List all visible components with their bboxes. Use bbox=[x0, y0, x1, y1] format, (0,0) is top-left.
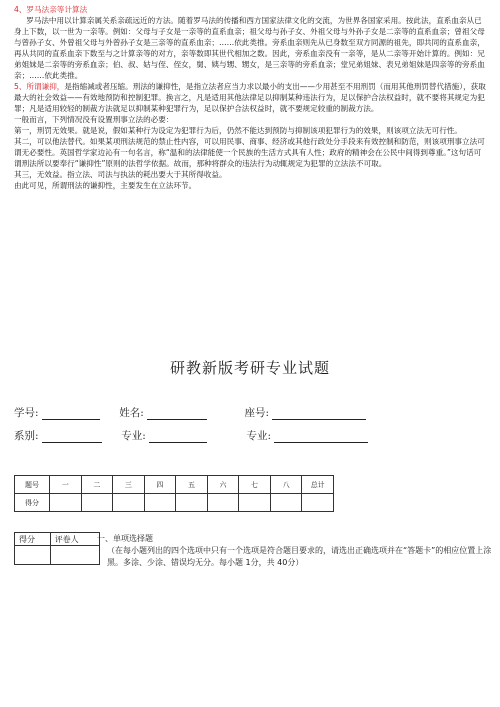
score-header-cell: 三 bbox=[113, 476, 145, 494]
paragraph-modesty-intro bbox=[14, 81, 488, 114]
paragraph-modesty-second: 其二，可以他法替代。如果某项刑法规范的禁止性内容，可以用民事、商事、经济或其他行政处分手段来有效控制和防范，则该项刑事立法可谓无必要性。英国哲学家边沁有一句名言，称“温和的法律能使一个民族的生活方式具有人性；政府的精神会在公民中间得到尊重。”这句话可谓刑法所以要奉行“谦抑性”原则的法哲学依据。故而，那种将群众的违法行为动辄规定为犯罪的立法法不可取。 bbox=[14, 137, 485, 168]
score-header-cell: 一 bbox=[50, 476, 82, 494]
section-title: 一、单项选择题 bbox=[97, 534, 153, 543]
score-header-cell: 八 bbox=[270, 476, 302, 494]
grader-score-label: 得分 bbox=[15, 533, 51, 546]
student-id-field[interactable] bbox=[42, 407, 100, 420]
score-table-score-row bbox=[15, 494, 334, 512]
score-table-header-row bbox=[15, 476, 334, 494]
grader-score-cell bbox=[15, 546, 51, 565]
student-info-row-2 bbox=[14, 428, 368, 443]
score-cell bbox=[302, 494, 334, 512]
exam-title: 研教新版考研专业试题 bbox=[169, 359, 330, 377]
score-header-cell: 二 bbox=[81, 476, 113, 494]
name-field[interactable] bbox=[147, 407, 207, 420]
text-modesty-definition: 是指缩减或者压缩。刑法的谦抑性，是指立法者应当力求以最小的支出——少用甚至不用刑罚（而用其他刑罚替代措施），获取最大的社会效益——有效地预防和控制犯罪。换言之，凡是适用其他法律足以抑制某种违法行为，足以保护合法权益时，就不要将其规定为犯罪；凡是适用较轻的制裁方法就足以抑制某种犯罪行为，足以保护合法权益时，就不要规定较重的制裁方法。 bbox=[14, 82, 486, 113]
major-label-2: 专业: bbox=[246, 430, 272, 442]
paragraph-modesty-general: 一般而言，下列情况没有设置刑事立法的必要： bbox=[14, 115, 174, 124]
department-label: 系别: bbox=[14, 430, 39, 442]
score-header-cell: 四 bbox=[144, 476, 176, 494]
score-cell bbox=[50, 494, 82, 512]
score-row-label: 得分 bbox=[15, 494, 50, 512]
score-cell bbox=[207, 494, 239, 512]
grader-reviewer-label: 评卷人 bbox=[50, 533, 99, 546]
grader-box-blank-row bbox=[15, 546, 100, 565]
seat-field[interactable] bbox=[272, 407, 366, 420]
department-field[interactable] bbox=[42, 430, 102, 443]
heading-modesty: 5、所谓谦抑， bbox=[14, 82, 65, 91]
score-cell bbox=[81, 494, 113, 512]
score-header-cell: 题号 bbox=[15, 476, 50, 494]
student-id-label: 学号: bbox=[14, 407, 39, 419]
grader-reviewer-cell bbox=[50, 546, 99, 565]
score-cell bbox=[144, 494, 176, 512]
score-cell bbox=[113, 494, 145, 512]
student-info-row-1 bbox=[14, 405, 366, 420]
study-notes bbox=[14, 4, 488, 191]
score-header-cell: 五 bbox=[176, 476, 208, 494]
score-cell bbox=[239, 494, 271, 512]
section-instructions: （在每小题列出的四个选项中只有一个选项是符合题目要求的，请选出正确选项并在“答题卡”的相应位置上涂黑。多涂、少涂、错误均无分。每小题 1分，共 40分） bbox=[107, 546, 492, 567]
major-label: 专业: bbox=[121, 430, 146, 442]
grader-box-header bbox=[15, 533, 100, 546]
major-field-2[interactable] bbox=[274, 430, 368, 443]
paragraph-roman-law-kinship: 罗马法中用以计算亲属关系亲疏远近的方法。随着罗马法的传播和西方国家法律文化的交流，为世界各国家采用。按此法，直系血亲从已身上下数，以一世为一亲等。例如：父母与子女是一亲等的直系血亲；祖父母与孙子女、外祖父母与外孙子女是二亲等的直系血亲；曾祖父母与曾孙子女、外曾祖父母与外曾孙子女是三亲等的直系血亲；……依此类推。旁系血亲则先从已身数至双方同源的祖先，即共同的直系血亲，再从共同的直系血亲下数至与之计算亲等的对方，亲等数即其世代相加之数。因此，旁系血亲没有一亲等，是从二亲等开始计算的。例如：兄弟姐妹是二亲等的旁系血亲；伯、叔、姑与侄、侄女，舅、姨与甥、甥女，是三亲等的旁系血亲；堂兄弟姐妹、表兄弟姐妹是四亲等的旁系血亲；……依此类推。 bbox=[14, 16, 485, 80]
seat-label: 座号: bbox=[244, 407, 270, 419]
paragraph-modesty-first: 第一，刑罚无效果。就是说，假如某种行为设定为犯罪行为后，仍然不能达到预防与抑制该项犯罪行为的效果，则该项立法无可行性。 bbox=[14, 126, 463, 135]
major-field[interactable] bbox=[149, 430, 207, 443]
score-header-cell: 七 bbox=[239, 476, 271, 494]
heading-roman-law-kinship: 4、罗马法亲等计算法 bbox=[14, 5, 88, 14]
section-single-choice bbox=[97, 533, 492, 569]
score-cell bbox=[270, 494, 302, 512]
score-cell bbox=[176, 494, 208, 512]
grader-box bbox=[14, 532, 100, 565]
paragraph-modesty-conclusion: 由此可见，所谓刑法的谦抑性，主要发生在立法环节。 bbox=[14, 181, 197, 190]
name-label: 姓名: bbox=[119, 407, 144, 419]
score-header-cell: 总计 bbox=[302, 476, 334, 494]
score-header-cell: 六 bbox=[207, 476, 239, 494]
score-table bbox=[14, 475, 334, 512]
paragraph-modesty-third: 其三，无效益。指立法、司法与执法的耗出要大于其所得收益。 bbox=[14, 170, 227, 179]
